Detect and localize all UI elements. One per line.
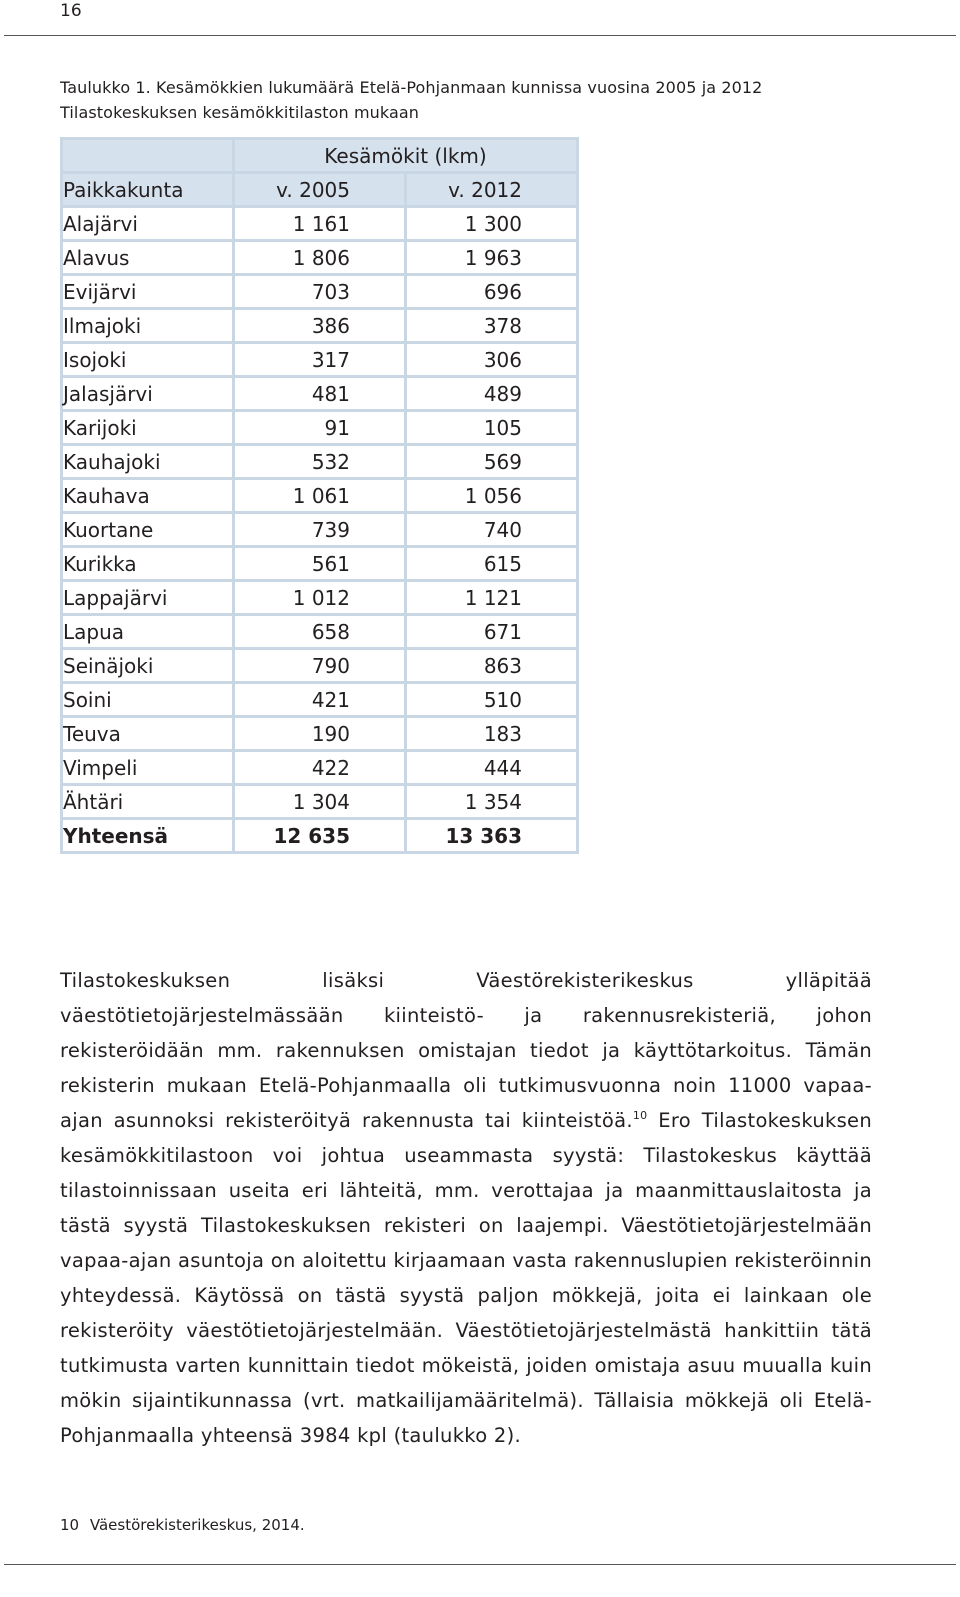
value-2005-cell: 481 [234,377,406,411]
place-cell: Ähtäri [62,785,234,819]
table-row [62,207,578,241]
value-2012-cell: 378 [406,309,578,343]
value-2005-cell: 1 161 [234,207,406,241]
value-2005-cell: 1 304 [234,785,406,819]
place-cell: Ilmajoki [62,309,234,343]
column-header-place: Paikkakunta [62,173,234,207]
table-caption [60,75,880,125]
value-2005-cell: 422 [234,751,406,785]
value-2005-cell: 561 [234,547,406,581]
total-2005: 12 635 [234,819,406,853]
value-2012-cell: 489 [406,377,578,411]
table-row [62,309,578,343]
place-cell: Alavus [62,241,234,275]
place-cell: Lapua [62,615,234,649]
value-2005-cell: 1 061 [234,479,406,513]
place-cell: Isojoki [62,343,234,377]
place-cell: Kauhajoki [62,445,234,479]
data-table [60,137,579,854]
table-row [62,615,578,649]
value-2005-cell: 190 [234,717,406,751]
value-2005-cell: 1 806 [234,241,406,275]
body-text-part-1: Tilastokeskuksen lisäksi Väestörekisterikeskus ylläpitää väestötietojärjestelmässään kiinteistö- ja rakennusrekisteriä, johon rekisteröidään mm. rakennuksen omistajan tiedot ja käyttötarkoitus. Tämän rekisterin mukaan Etelä-Pohjanmaalla oli tutkimusvuonna noin 11000 vapaa-ajan asunnoksi rekisteröityä rakennusta tai kiinteistöä. [60,969,872,1132]
value-2005-cell: 532 [234,445,406,479]
body-text-part-2: Ero Tilastokeskuksen kesämökkitilastoon voi johtua useammasta syystä: Tilastokeskus käyttää tilastoinnissaan useita eri lähteitä, mm. verottajaa ja maanmittauslaitosta ja tästä syystä Tilastokeskuksen rekisteri on laajempi. Väestötietojärjestelmään vapaa-ajan asuntoja on aloitettu kirjaamaan vasta rakennuslupien rekisteröinnin yhteydessä. Käytössä on tästä syystä paljon mökkejä, joita ei lainkaan ole rekisteröity väestötietojärjestelmään. Väestötietojärjestelmästä hankittiin tätä tutkimusta varten kunnittain tiedot mökeistä, joiden omistaja asuu muualla kuin mökin sijaintikunnassa (vrt. matkailijamääritelmä). Tällaisia mökkejä oli Etelä-Pohjanmaalla yhteensä 3984 kpl (taulukko 2). [60,1109,872,1447]
table-row [62,683,578,717]
place-cell: Soini [62,683,234,717]
value-2012-cell: 510 [406,683,578,717]
group-header: Kesämökit (lkm) [234,139,578,173]
header-rule [4,35,956,36]
value-2012-cell: 1 300 [406,207,578,241]
place-cell: Kuortane [62,513,234,547]
page-number: 16 [60,1,82,21]
value-2005-cell: 386 [234,309,406,343]
total-row [62,819,578,853]
value-2005-cell: 91 [234,411,406,445]
value-2012-cell: 1 354 [406,785,578,819]
footnote-reference: 10 [632,1109,648,1122]
value-2012-cell: 696 [406,275,578,309]
place-cell: Vimpeli [62,751,234,785]
table-row [62,275,578,309]
caption-line-1: Taulukko 1. Kesämökkien lukumäärä Etelä-Pohjanmaan kunnissa vuosina 2005 ja 2012 [60,78,763,97]
column-header-2012: v. 2012 [406,173,578,207]
table-row [62,445,578,479]
value-2005-cell: 421 [234,683,406,717]
table-row [62,343,578,377]
value-2005-cell: 317 [234,343,406,377]
header-row-columns [62,173,578,207]
header-row-group [62,139,578,173]
column-header-2005: v. 2005 [234,173,406,207]
header-empty-cell [62,139,234,173]
value-2005-cell: 1 012 [234,581,406,615]
caption-line-2: Tilastokeskuksen kesämökkitilaston mukaan [60,103,420,122]
table-row [62,547,578,581]
summer-cottage-table [60,137,579,854]
value-2012-cell: 740 [406,513,578,547]
value-2012-cell: 615 [406,547,578,581]
place-cell: Seinäjoki [62,649,234,683]
value-2012-cell: 1 056 [406,479,578,513]
table-row [62,785,578,819]
place-cell: Kurikka [62,547,234,581]
value-2012-cell: 671 [406,615,578,649]
value-2012-cell: 569 [406,445,578,479]
place-cell: Karijoki [62,411,234,445]
place-cell: Kauhava [62,479,234,513]
value-2005-cell: 739 [234,513,406,547]
body-paragraph [60,963,872,1453]
table-body [62,207,578,819]
table-row [62,241,578,275]
table-row [62,479,578,513]
table-row [62,717,578,751]
place-cell: Lappajärvi [62,581,234,615]
value-2012-cell: 1 121 [406,581,578,615]
value-2005-cell: 658 [234,615,406,649]
value-2012-cell: 444 [406,751,578,785]
value-2012-cell: 863 [406,649,578,683]
place-cell: Jalasjärvi [62,377,234,411]
table-row [62,411,578,445]
value-2012-cell: 105 [406,411,578,445]
table-row [62,377,578,411]
place-cell: Teuva [62,717,234,751]
total-label: Yhteensä [62,819,234,853]
value-2005-cell: 790 [234,649,406,683]
footnote-text: Väestörekisterikeskus, 2014. [89,1516,305,1534]
value-2005-cell: 703 [234,275,406,309]
value-2012-cell: 1 963 [406,241,578,275]
value-2012-cell: 183 [406,717,578,751]
place-cell: Evijärvi [62,275,234,309]
footnote-number: 10 [60,1516,80,1534]
table-row [62,581,578,615]
table-row [62,751,578,785]
footer-rule [4,1564,956,1565]
value-2012-cell: 306 [406,343,578,377]
table-row [62,513,578,547]
table-row [62,649,578,683]
place-cell: Alajärvi [62,207,234,241]
footnote [60,1513,305,1537]
total-2012: 13 363 [406,819,578,853]
